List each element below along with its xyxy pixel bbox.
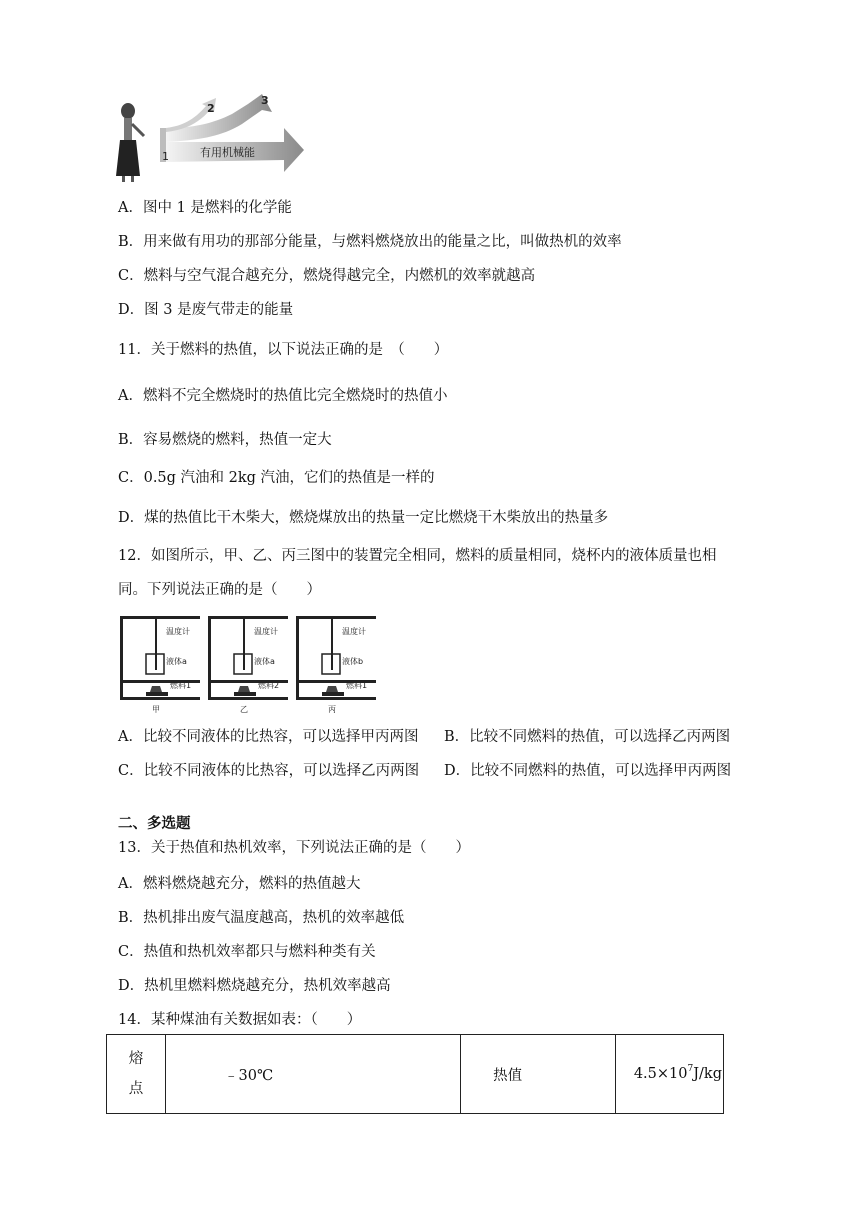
table-cell-melting-bottom: 点	[128, 1081, 144, 1097]
panel1-thermo: 温度计	[166, 627, 190, 636]
q11-option-b: B．容易燃烧的燃料，热值一定大	[118, 432, 332, 448]
heat-value-exponent: 7	[687, 1064, 694, 1074]
q12-stem-line1: 12．如图所示，甲、乙、丙三图中的装置完全相同，燃料的质量相同，烧杯内的液体质量也相	[118, 548, 717, 564]
q10-option-a: A．图中 1 是燃料的化学能	[118, 200, 292, 216]
q12-apparatus-figure	[118, 612, 380, 716]
panel1-liquid: 液体a	[166, 657, 187, 666]
panel2-liquid: 液体a	[254, 657, 275, 666]
q12-option-a: A．比较不同液体的比热容，可以选择甲丙两图	[118, 729, 419, 745]
q12-option-d: D．比较不同燃料的热值，可以选择甲丙两图	[444, 763, 732, 779]
melting-value-text: ﹣30℃	[224, 1067, 274, 1084]
panel2-fuel: 燃料2	[258, 681, 280, 690]
heat-label-text: 热值	[493, 1067, 523, 1084]
q10-option-d: D．图 3 是废气带走的能量	[118, 302, 294, 318]
panel3-caption: 丙	[328, 705, 336, 714]
q14-data-table	[106, 1034, 724, 1114]
q12-stem-line2: 同。下列说法正确的是（ ）	[118, 582, 321, 598]
q14-stem: 14．某种煤油有关数据如表：（ ）	[118, 1012, 362, 1028]
table-cell-melting-label	[107, 1035, 166, 1114]
figure1-label-useful: 有用机械能	[200, 146, 255, 159]
q13-option-a: A．燃料燃烧越充分，燃料的热值越大	[118, 876, 361, 892]
table-cell-heat-label	[461, 1035, 616, 1114]
q11-option-c: C．0.5g 汽油和 2kg 汽油，它们的热值是一样的	[118, 470, 435, 486]
section-title-multi-choice: 二、多选题	[118, 816, 191, 832]
figure1-label-3: 3	[261, 94, 269, 107]
q12-option-c: C．比较不同液体的比热容，可以选择乙丙两图	[118, 763, 420, 779]
panel2-thermo: 温度计	[254, 627, 278, 636]
panel1-caption: 甲	[152, 705, 160, 714]
apparatus-panel-yi	[208, 616, 288, 714]
panel1-fuel: 燃料1	[170, 681, 192, 690]
heat-value-unit: J/kg	[693, 1066, 722, 1082]
q10-option-b: B．用来做有用功的那部分能量，与燃料燃烧放出的能量之比，叫做热机的效率	[118, 234, 622, 250]
panel2-caption: 乙	[240, 705, 248, 714]
figure1-label-2: 2	[207, 102, 215, 115]
energy-flow-figure	[112, 84, 312, 190]
panel3-fuel: 燃料1	[346, 681, 368, 690]
table-cell-heat-value	[615, 1035, 723, 1114]
q13-option-c: C．热值和热机效率都只与燃料种类有关	[118, 944, 376, 960]
figure1-label-1: 1	[162, 150, 169, 163]
person-figure	[116, 103, 144, 182]
table-cell-melting-top: 熔	[128, 1051, 144, 1067]
panel3-liquid: 液体b	[342, 657, 364, 666]
table-cell-melting-value	[166, 1035, 461, 1114]
q13-option-d: D．热机里燃料燃烧越充分，热机效率越高	[118, 978, 391, 994]
panel3-thermo: 温度计	[342, 627, 366, 636]
q11-option-d: D．煤的热值比干木柴大，燃烧煤放出的热量一定比燃烧干木柴放出的热量多	[118, 510, 609, 526]
heat-value-base: 4.5×10	[633, 1066, 688, 1082]
apparatus-panel-bing	[296, 616, 376, 714]
q11-option-a: A．燃料不完全燃烧时的热值比完全燃烧时的热值小	[118, 388, 448, 404]
q10-option-c: C．燃料与空气混合越充分，燃烧得越完全，内燃机的效率就越高	[118, 268, 536, 284]
q13-option-b: B．热机排出废气温度越高，热机的效率越低	[118, 910, 405, 926]
q11-stem: 11．关于燃料的热值，以下说法正确的是 （ ）	[118, 342, 449, 358]
q12-option-b: B．比较不同燃料的热值，可以选择乙丙两图	[444, 729, 731, 745]
apparatus-panel-jia	[120, 616, 200, 714]
q13-stem: 13．关于热值和热机效率，下列说法正确的是（ ）	[118, 840, 470, 856]
